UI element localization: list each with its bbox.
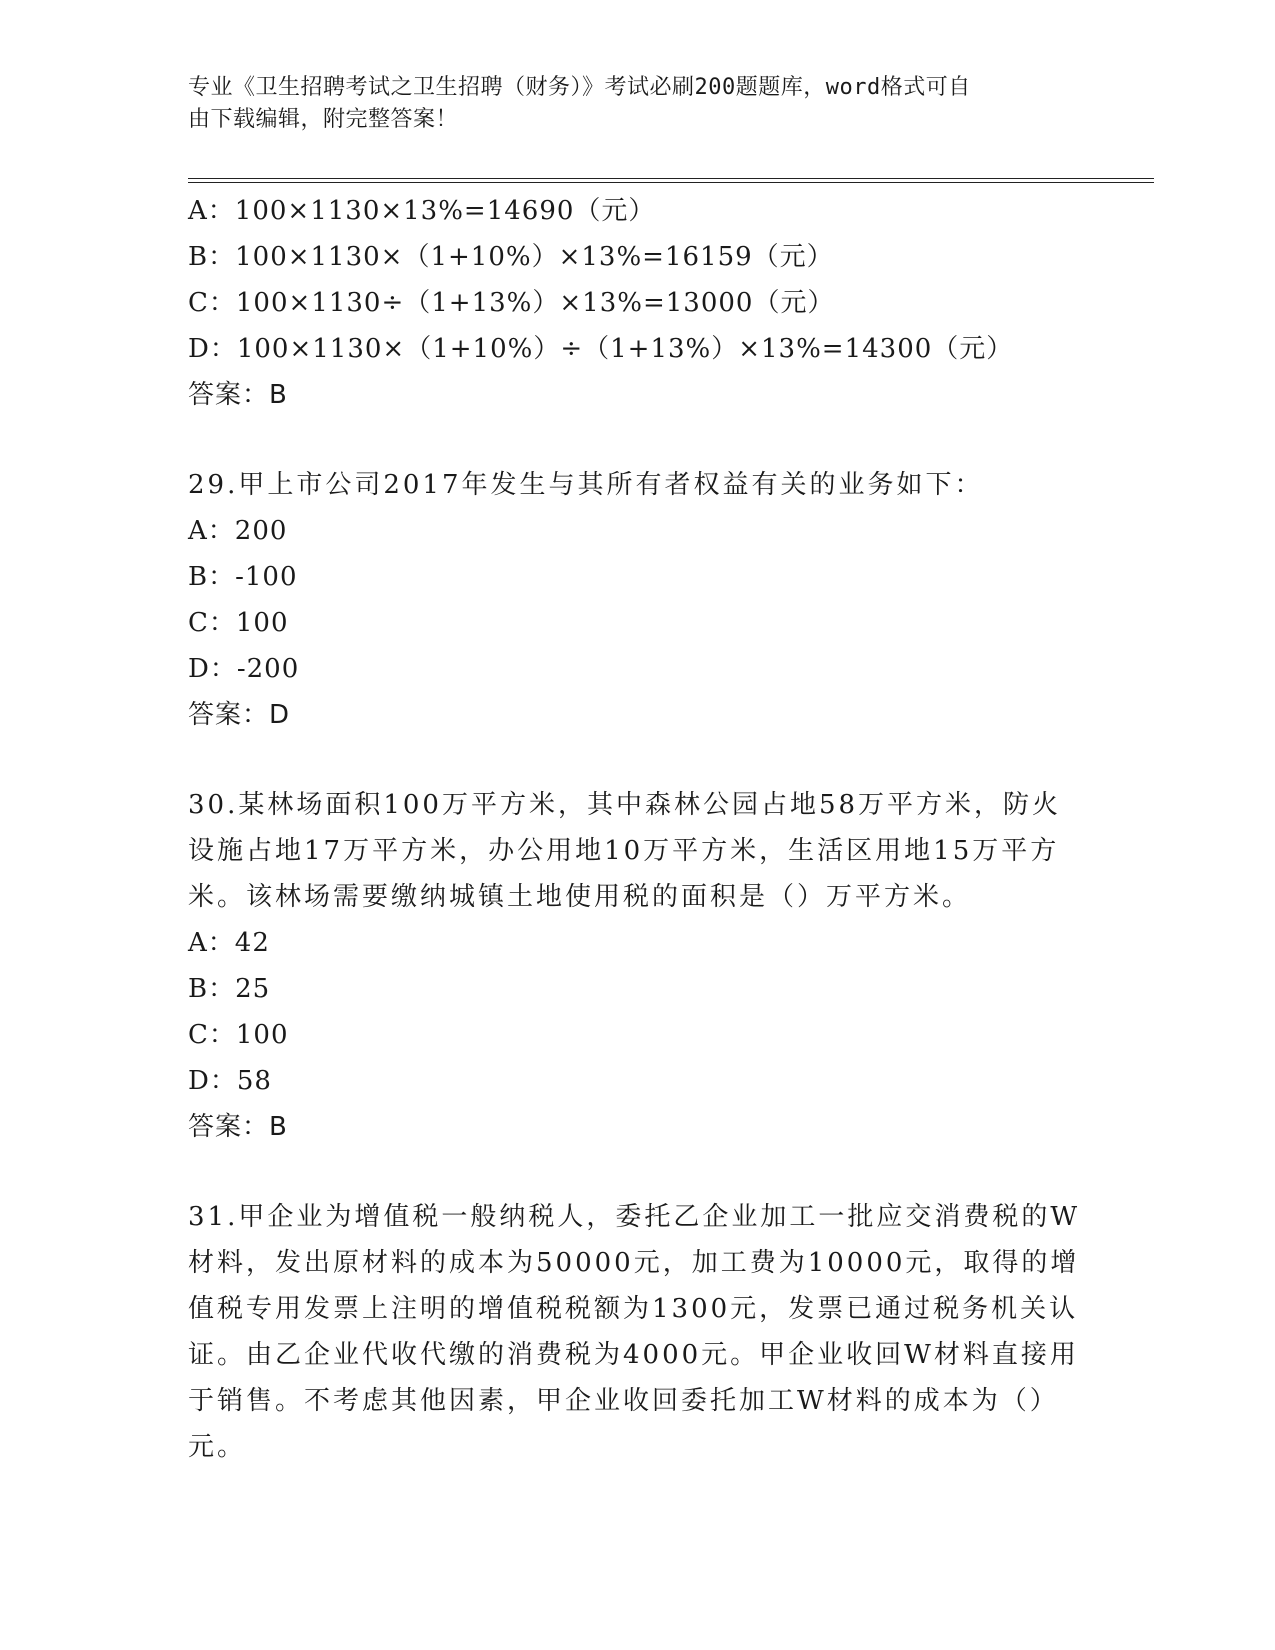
option-a: A：100×1130×13%=14690（元）: [188, 196, 656, 226]
question-block-30: [188, 782, 1088, 1150]
question-text-line: 31.甲企业为增值税一般纳税人，委托乙企业加工一批应交消费税的W: [188, 1202, 1081, 1232]
question-block-31: [188, 1194, 1088, 1470]
question-text-line: 材料，发出原材料的成本为50000元，加工费为10000元，取得的增: [188, 1248, 1080, 1278]
option-c: C：100: [188, 608, 289, 638]
option-d: D：100×1130×（1+10%）÷（1+13%）×13%=14300（元）: [188, 334, 1014, 364]
option-a: A：200: [188, 516, 288, 546]
question-text-line: 米。该林场需要缴纳城镇土地使用税的面积是（）万平方米。: [188, 882, 972, 912]
option-b: B：25: [188, 974, 271, 1004]
option-d: D：58: [188, 1066, 272, 1096]
option-b: B：-100: [188, 562, 298, 592]
question-text-line: 设施占地17万平方米，办公用地10万平方米，生活区用地15万平方: [188, 836, 1060, 866]
question-list: [188, 188, 1088, 1470]
header-divider-bottom: [188, 182, 1154, 183]
question-text-line: 29.甲上市公司2017年发生与其所有者权益有关的业务如下：: [188, 470, 984, 500]
answer-label: 答案：B: [188, 380, 288, 410]
document-header: [188, 72, 1068, 136]
answer-label: 答案：B: [188, 1112, 288, 1142]
header-line-1: 专业《卫生招聘考试之卫生招聘（财务）》考试必刷200题题库，word格式可自: [188, 75, 971, 100]
header-line-2: 由下载编辑，附完整答案！: [188, 107, 459, 132]
option-b: B：100×1130×（1+10%）×13%=16159（元）: [188, 242, 834, 272]
header-divider-top: [188, 178, 1154, 179]
spacer: [188, 738, 1088, 782]
question-text-line: 元。: [188, 1432, 247, 1462]
question-text-line: 30.某林场面积100万平方米，其中森林公园占地58万平方米，防火: [188, 790, 1062, 820]
question-text-line: 证。由乙企业代收代缴的消费税为4000元。甲企业收回W材料直接用: [188, 1340, 1079, 1370]
option-a: A：42: [188, 928, 270, 958]
option-c: C：100×1130÷（1+13%）×13%=13000（元）: [188, 288, 835, 318]
answer-label: 答案：D: [188, 700, 291, 730]
spacer: [188, 1150, 1088, 1194]
question-block-29: [188, 462, 1088, 738]
option-d: D：-200: [188, 654, 300, 684]
question-block-28: [188, 188, 1088, 418]
option-c: C：100: [188, 1020, 289, 1050]
spacer: [188, 418, 1088, 462]
question-text-line: 于销售。不考虑其他因素，甲企业收回委托加工W材料的成本为（）: [188, 1386, 1059, 1416]
question-text-line: 值税专用发票上注明的增值税税额为1300元，发票已通过税务机关认: [188, 1294, 1079, 1324]
